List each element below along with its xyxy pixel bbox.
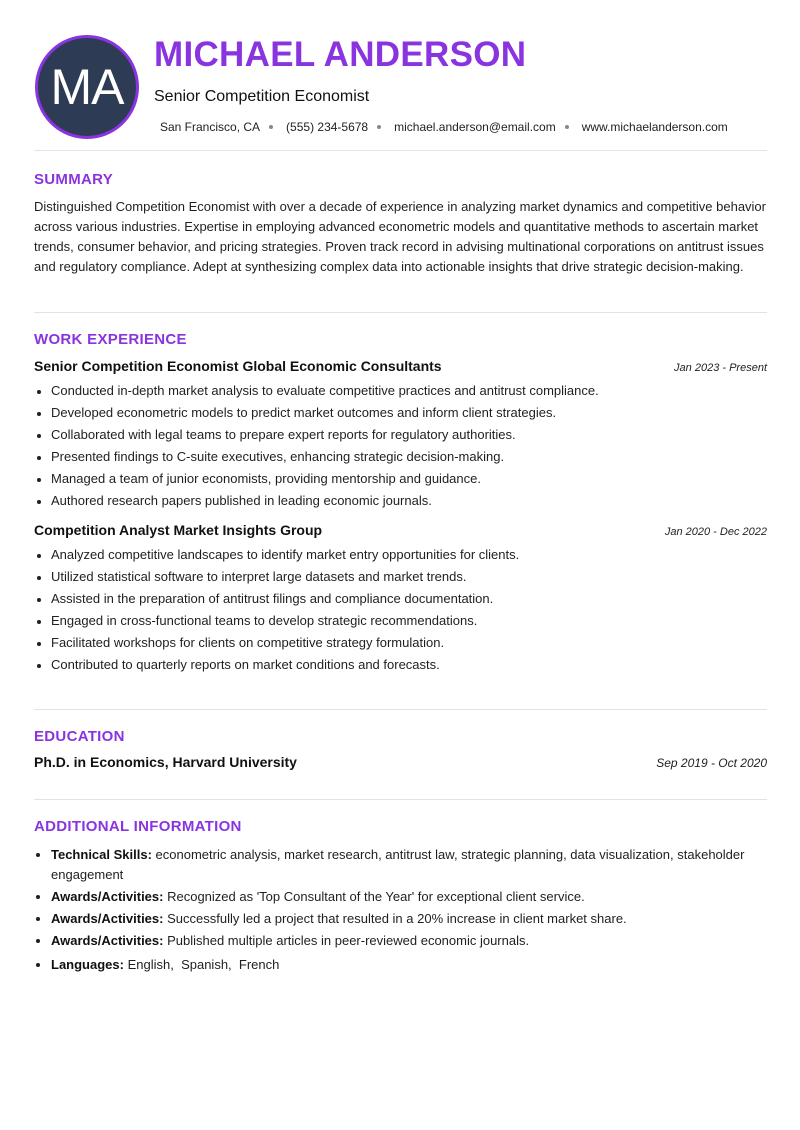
list-item: • Utilized statistical software to interpret large datasets and market trends.: [51, 566, 767, 588]
list-item: [51, 845, 767, 885]
item-text: Recognized as 'Top Consultant of the Year' for exceptional client service.: [167, 889, 585, 904]
job-role: Competition Analyst Market Insights Group: [34, 522, 323, 538]
avatar-initials: MA: [50, 59, 124, 115]
separator-dot: [565, 125, 569, 129]
contact-email: michael.anderson@email.com: [394, 120, 556, 134]
list-item: • Developed econometric models to predict market outcomes and inform client strategies.: [51, 402, 767, 424]
item-text: Successfully led a project that resulted in a 20% increase in client market share.: [167, 911, 627, 926]
item-text: econometric analysis, market research, antitrust law, strategic planning, data visualization, stakeholder engagement: [51, 847, 745, 882]
list-item: • Presented findings to C-suite executives, enhancing strategic decision-making.: [51, 446, 767, 468]
item-label: Technical Skills:: [51, 847, 152, 862]
list-item: • Analyzed competitive landscapes to identify market entry opportunities for clients.: [51, 544, 767, 566]
list-item: • Authored research papers published in leading economic journals.: [51, 490, 767, 512]
education-section: [34, 710, 767, 779]
resume-header: [34, 0, 767, 150]
list-item: [51, 955, 767, 975]
summary-section: [34, 151, 767, 292]
additional-heading: ADDITIONAL INFORMATION: [34, 818, 242, 835]
education-date: Sep 2019 - Oct 2020: [656, 756, 767, 770]
avatar: [35, 35, 139, 139]
list-item: [51, 909, 767, 929]
contact-line: [160, 120, 728, 134]
item-label: Awards/Activities:: [51, 933, 164, 948]
contact-location: San Francisco, CA: [160, 120, 261, 134]
separator-dot: [269, 125, 273, 129]
item-label: Languages:: [51, 957, 124, 972]
education-heading: EDUCATION: [34, 728, 125, 745]
list-item: • Conducted in-depth market analysis to evaluate competitive practices and antitrust compliance.: [51, 380, 767, 402]
item-label: Awards/Activities:: [51, 911, 164, 926]
job-entry: [34, 522, 767, 676]
job-role: Senior Competition Economist Global Economic Consultants: [34, 358, 442, 374]
list-item: • Engaged in cross-functional teams to develop strategic recommendations.: [51, 610, 767, 632]
job-bullets: [34, 380, 767, 512]
list-item: [51, 931, 767, 951]
list-item: • Facilitated workshops for clients on competitive strategy formulation.: [51, 632, 767, 654]
list-item: • Contributed to quarterly reports on market conditions and forecasts.: [51, 654, 767, 676]
item-text: Published multiple articles in peer-reviewed economic journals.: [167, 933, 530, 948]
job-date: Jan 2023 - Present: [674, 362, 767, 374]
list-item: • Collaborated with legal teams to prepare expert reports for regulatory authorities.: [51, 424, 767, 446]
education-degree: Ph.D. in Economics, Harvard University: [34, 754, 297, 770]
additional-list: [34, 845, 767, 975]
contact-phone: (555) 234-5678: [286, 120, 369, 134]
item-text: English, Spanish, French: [127, 957, 280, 972]
list-item: • Assisted in the preparation of antitrust filings and compliance documentation.: [51, 588, 767, 610]
list-item: [51, 887, 767, 907]
list-item: • Managed a team of junior economists, providing mentorship and guidance.: [51, 468, 767, 490]
job-entry: [34, 358, 767, 512]
experience-heading: WORK EXPERIENCE: [34, 331, 187, 348]
summary-heading: SUMMARY: [34, 171, 114, 188]
contact-website: www.michaelanderson.com: [581, 120, 728, 134]
candidate-name: MICHAEL ANDERSON: [154, 35, 527, 74]
additional-section: [34, 800, 767, 975]
job-bullets: [34, 544, 767, 676]
item-label: Awards/Activities:: [51, 889, 164, 904]
candidate-title: Senior Competition Economist: [154, 88, 370, 105]
experience-section: [34, 313, 767, 689]
summary-text: Distinguished Competition Economist with over a decade of experience in analyzing market dynamics and competitive behavior across various industries. Expertise in employing advanced econometric models and quantitative methods to ascertain market trends, consumer behavior, and pricing strategies. Proven track record in advising multinational corporations on antitrust issues and regulatory compliance. Adept at synthesizing complex data into actionable insights that drive strategic decision-making.: [34, 199, 766, 274]
separator-dot: [377, 125, 381, 129]
job-date: Jan 2020 - Dec 2022: [664, 526, 767, 538]
